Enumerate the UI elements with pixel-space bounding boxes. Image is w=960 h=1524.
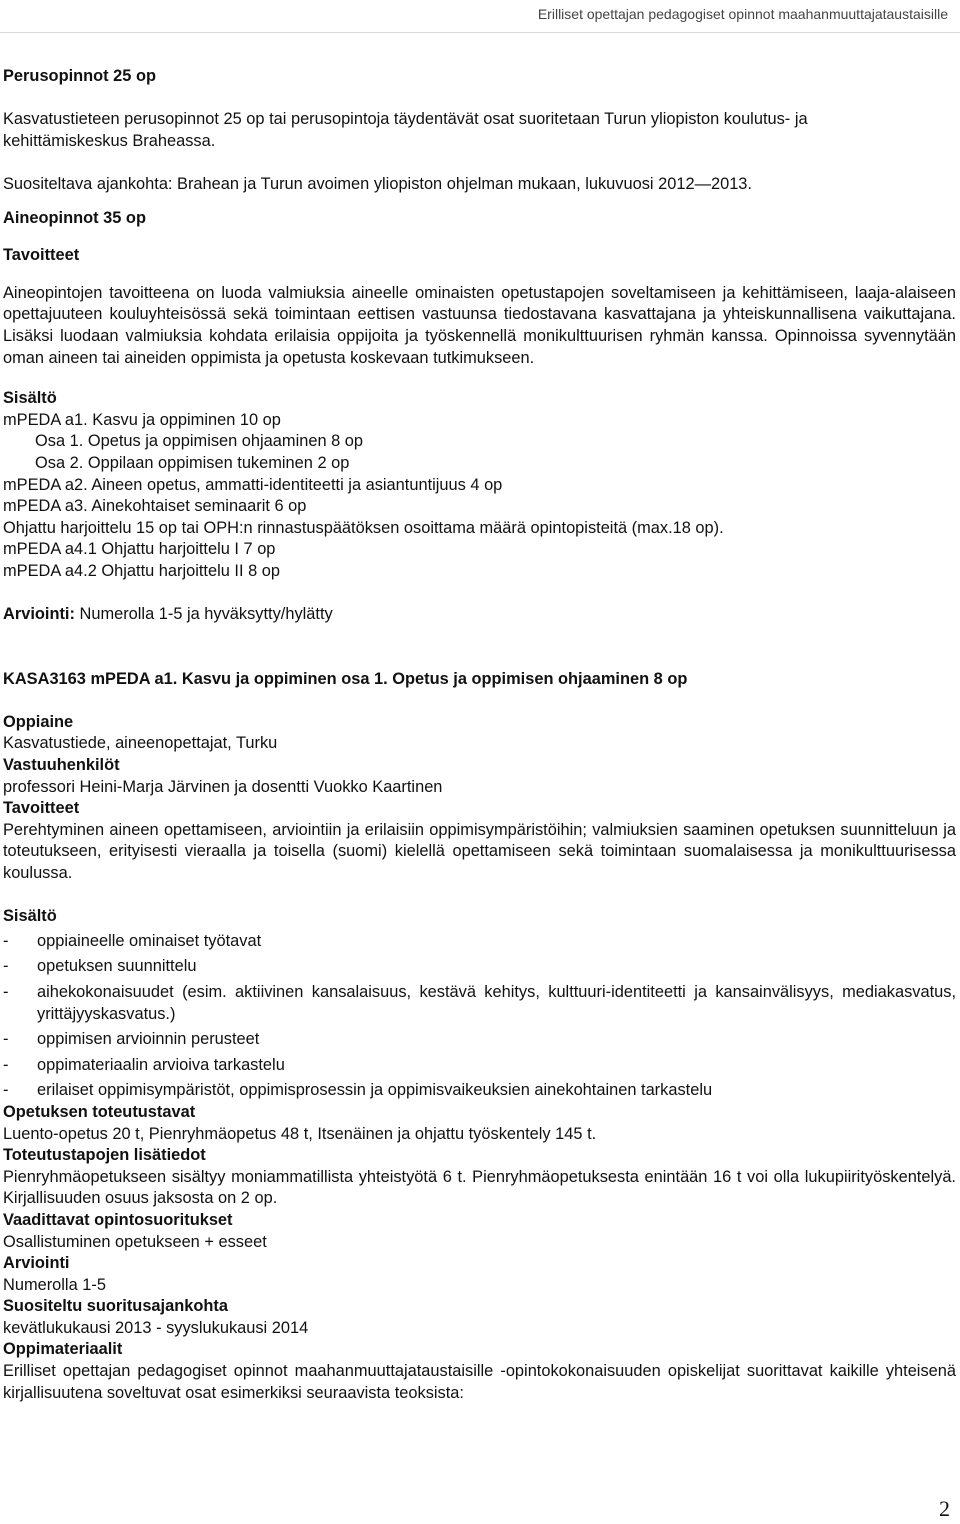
course-arviointi-heading: Arviointi xyxy=(3,1254,70,1273)
toteutustavat-text: Luento-opetus 20 t, Pienryhmäopetus 48 t, Itsenäinen ja ohjattu työskentely 145 t. xyxy=(3,1124,597,1143)
document-body xyxy=(3,66,956,1404)
toteutustavat-heading: Opetuksen toteutustavat xyxy=(3,1102,196,1121)
dash-bullet: - xyxy=(3,957,9,976)
list-item xyxy=(3,1080,956,1102)
vastuuhenkilot-text: professori Heini-Marja Järvinen ja dosentti Vuokko Kaartinen xyxy=(3,777,443,796)
oppimateriaalit-heading: Oppimateriaalit xyxy=(3,1340,123,1359)
list-item xyxy=(3,956,956,978)
list-item-text: opetuksen suunnittelu xyxy=(37,957,197,976)
dash-bullet: - xyxy=(3,1055,9,1074)
oppimateriaalit-text: Erilliset opettajan pedagogiset opinnot maahanmuuttajataustaisille -opintokokonaisuuden opiskelijat suorittavat kaikille yhteisenä kirjallisuutena soveltuvat osat esimerkiksi seuraavista teoksista: xyxy=(3,1362,956,1402)
section-heading-perusopinnot: Perusopinnot 25 op xyxy=(3,67,156,85)
list-item xyxy=(3,982,956,1025)
page-number: 2 xyxy=(939,1496,950,1521)
running-header: Erilliset opettajan pedagogiset opinnot maahanmuuttajataustaisille xyxy=(537,6,948,22)
suoritukset-heading: Vaadittavat opintosuoritukset xyxy=(3,1210,233,1229)
list-item-text: erilaiset oppimisympäristöt, oppimisprosessin ja oppimisvaikeuksien ainekohtainen tarkastelu xyxy=(37,1081,713,1100)
sisalto-line: mPEDA a1. Kasvu ja oppiminen 10 op xyxy=(3,410,281,429)
aineopinnot-tavoitteet-heading: Tavoitteet xyxy=(3,246,80,265)
course-sisalto-heading: Sisältö xyxy=(3,907,57,926)
sisalto-line: mPEDA a2. Aineen opetus, ammatti-identiteetti ja asiantuntijuus 4 op xyxy=(3,475,503,494)
lisatiedot-text: Pienryhmäopetukseen sisältyy moniammatillista yhteistyötä 6 t. Pienryhmäopetuksesta enintään 16 t voi olla lukupiirityöskentelyä. Kirjallisuuden osuus jaksosta on 2 op. xyxy=(3,1167,956,1208)
dash-bullet: - xyxy=(3,1081,9,1100)
lisatiedot-heading: Toteutustapojen lisätiedot xyxy=(3,1146,206,1165)
sisalto-line: Osa 2. Oppilaan oppimisen tukeminen 2 op xyxy=(35,453,350,472)
list-item-text: oppiaineelle ominaiset työtavat xyxy=(37,931,262,950)
sisalto-line: mPEDA a4.2 Ohjattu harjoittelu II 8 op xyxy=(3,561,280,580)
sisalto-line: mPEDA a3. Ainekohtaiset seminaarit 6 op xyxy=(3,497,307,516)
aineopinnot-tavoitteet-text: Aineopintojen tavoitteena on luoda valmiuksia aineelle ominaisten opetustapojen soveltamiseen ja kehittämiseen, laaja-alaiseen opettajuuteen kouluyhteisössä sekä toimintaan eettisen vastuunsa tiedostavana kasvattajana ja yhteiskunnallisena vaikuttajana. Lisäksi luodaan valmiuksia kohdata erilaisia oppijoita ja työskennellä monikulttuurisen ryhmän kanssa. Opinnoissa syvennytään oman aineen tai aineiden oppimista ja opetusta koskevaan tutkimukseen. xyxy=(3,283,956,367)
dash-bullet: - xyxy=(3,1030,9,1049)
suoritukset-text: Osallistuminen opetukseen + esseet xyxy=(3,1232,267,1251)
list-item-text: oppimisen arvioinnin perusteet xyxy=(37,1030,260,1049)
ajankohta-text: kevätlukukausi 2013 - syyslukukausi 2014 xyxy=(3,1318,309,1337)
course-tavoitteet-heading: Tavoitteet xyxy=(3,799,80,818)
dash-bullet: - xyxy=(3,982,9,1001)
aineopinnot-sisalto-heading: Sisältö xyxy=(3,389,57,408)
header-divider xyxy=(0,32,960,33)
list-item xyxy=(3,1029,956,1051)
perusopinnot-text-line1: Kasvatustieteen perusopinnot 25 op tai perusopintoja täydentävät osat suoritetaan Turun yliopiston koulutus- ja xyxy=(3,110,808,129)
course-arviointi-text: Numerolla 1-5 xyxy=(3,1275,106,1294)
course-tavoitteet-text: Perehtyminen aineen opettamiseen, arviointiin ja erilaisiin oppimisympäristöihin; valmiuksien saaminen opetuksen suunnitteluun ja toteutukseen, erityisesti vieraalla ja toisella (suomi) kielellä opettamiseen sekä toimintaan suomalaisessa ja monikulttuurisessa koulussa. xyxy=(3,820,956,882)
arviointi-label: Arviointi: xyxy=(3,605,75,624)
arviointi-value: Numerolla 1-5 ja hyväksytty/hylätty xyxy=(74,605,333,624)
sisalto-line: Osa 1. Opetus ja oppimisen ohjaaminen 8 op xyxy=(35,432,364,451)
aineopinnot-arviointi xyxy=(3,604,956,626)
course-title: KASA3163 mPEDA a1. Kasvu ja oppiminen osa 1. Opetus ja oppimisen ohjaaminen 8 op xyxy=(3,669,688,688)
section-heading-aineopinnot: Aineopinnot 35 op xyxy=(3,208,146,227)
ajankohta-heading: Suositeltu suoritusajankohta xyxy=(3,1297,228,1316)
dash-bullet: - xyxy=(3,931,9,950)
sisalto-line: mPEDA a4.1 Ohjattu harjoittelu I 7 op xyxy=(3,540,276,559)
list-item-text: aihekokonaisuudet (esim. aktiivinen kansalaisuus, kestävä kehitys, kulttuuri-identiteetti ja kansainvälisyys, mediakasvatus, yrittäjyyskasvatus.) xyxy=(37,982,956,1023)
oppiaine-heading: Oppiaine xyxy=(3,712,74,731)
list-item-text: oppimateriaalin arvioiva tarkastelu xyxy=(37,1055,285,1074)
list-item xyxy=(3,1055,956,1077)
perusopinnot-text-line2: kehittämiskeskus Braheassa. xyxy=(3,131,216,150)
vastuuhenkilot-heading: Vastuuhenkilöt xyxy=(3,756,120,775)
perusopinnot-recommendation: Suositeltava ajankohta: Brahean ja Turun avoimen yliopiston ohjelman mukaan, lukuvuosi 2012—2013. xyxy=(3,174,752,193)
list-item xyxy=(3,931,956,953)
oppiaine-text: Kasvatustiede, aineenopettajat, Turku xyxy=(3,734,278,753)
sisalto-line: Ohjattu harjoittelu 15 op tai OPH:n rinnastuspäätöksen osoittama määrä opintopisteitä (max.18 op). xyxy=(3,518,724,537)
